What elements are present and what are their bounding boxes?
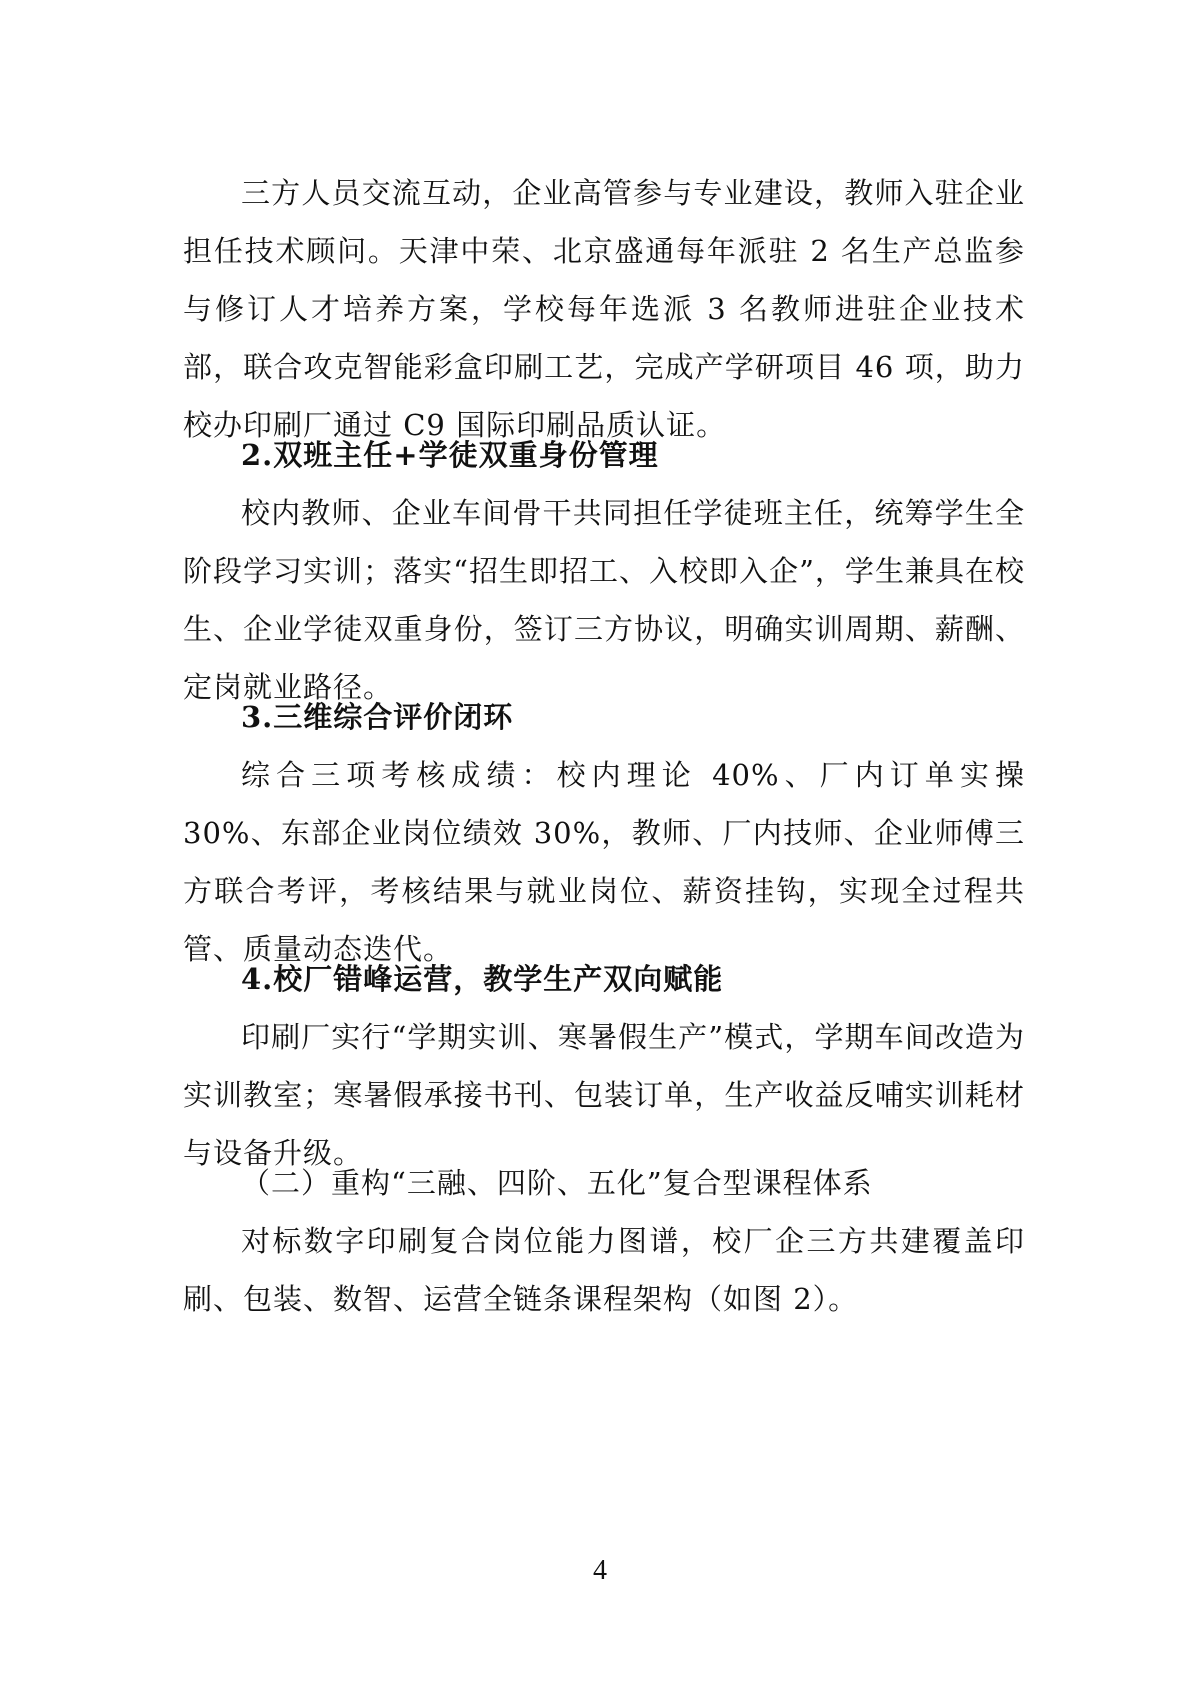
paragraph-dual-identity: 校内教师、企业车间骨干共同担任学徒班主任，统筹学生全阶段学习实训；落实“招生即招工、入校即入企”，学生兼具在校生、企业学徒双重身份，签订三方协议，明确实训周期、薪酬、定岗就业路径。 [183, 496, 1025, 704]
heading-evaluation-loop: 3.三维综合评价闭环 [241, 700, 514, 734]
heading-dual-head-teacher: 2.双班主任+学徒双重身份管理 [241, 438, 659, 472]
paragraph-staff-exchange: 三方人员交流互动，企业高管参与专业建设，教师入驻企业担任技术顾问。天津中荣、北京盛通每年派驻 2 名生产总监参与修订人才培养方案，学校每年选派 3 名教师进驻企业技术部，联合攻克智能彩盒印刷工艺，完成产学研项目 46 项，助力校办印刷厂通过 C9 国际印刷品质认证。 [183, 176, 1025, 442]
section-heading-curriculum: （二）重构“三融、四阶、五化”复合型课程体系 [241, 1166, 873, 1200]
paragraph-evaluation: 综合三项考核成绩：校内理论 40%、厂内订单实操 30%、东部企业岗位绩效 30%，教师、厂内技师、企业师傅三方联合考评，考核结果与就业岗位、薪资挂钩，实现全过程共管、质量动态迭代。 [183, 758, 1025, 966]
paragraph-curriculum: 对标数字印刷复合岗位能力图谱，校厂企三方共建覆盖印刷、包装、数智、运营全链条课程架构（如图 2）。 [183, 1224, 1025, 1316]
page-number: 4 [593, 1555, 607, 1586]
paragraph-staggered-operation: 印刷厂实行“学期实训、寒暑假生产”模式，学期车间改造为实训教室；寒暑假承接书刊、包装订单，生产收益反哺实训耗材与设备升级。 [183, 1020, 1025, 1170]
heading-staggered-operation: 4.校厂错峰运营，教学生产双向赋能 [241, 962, 724, 996]
